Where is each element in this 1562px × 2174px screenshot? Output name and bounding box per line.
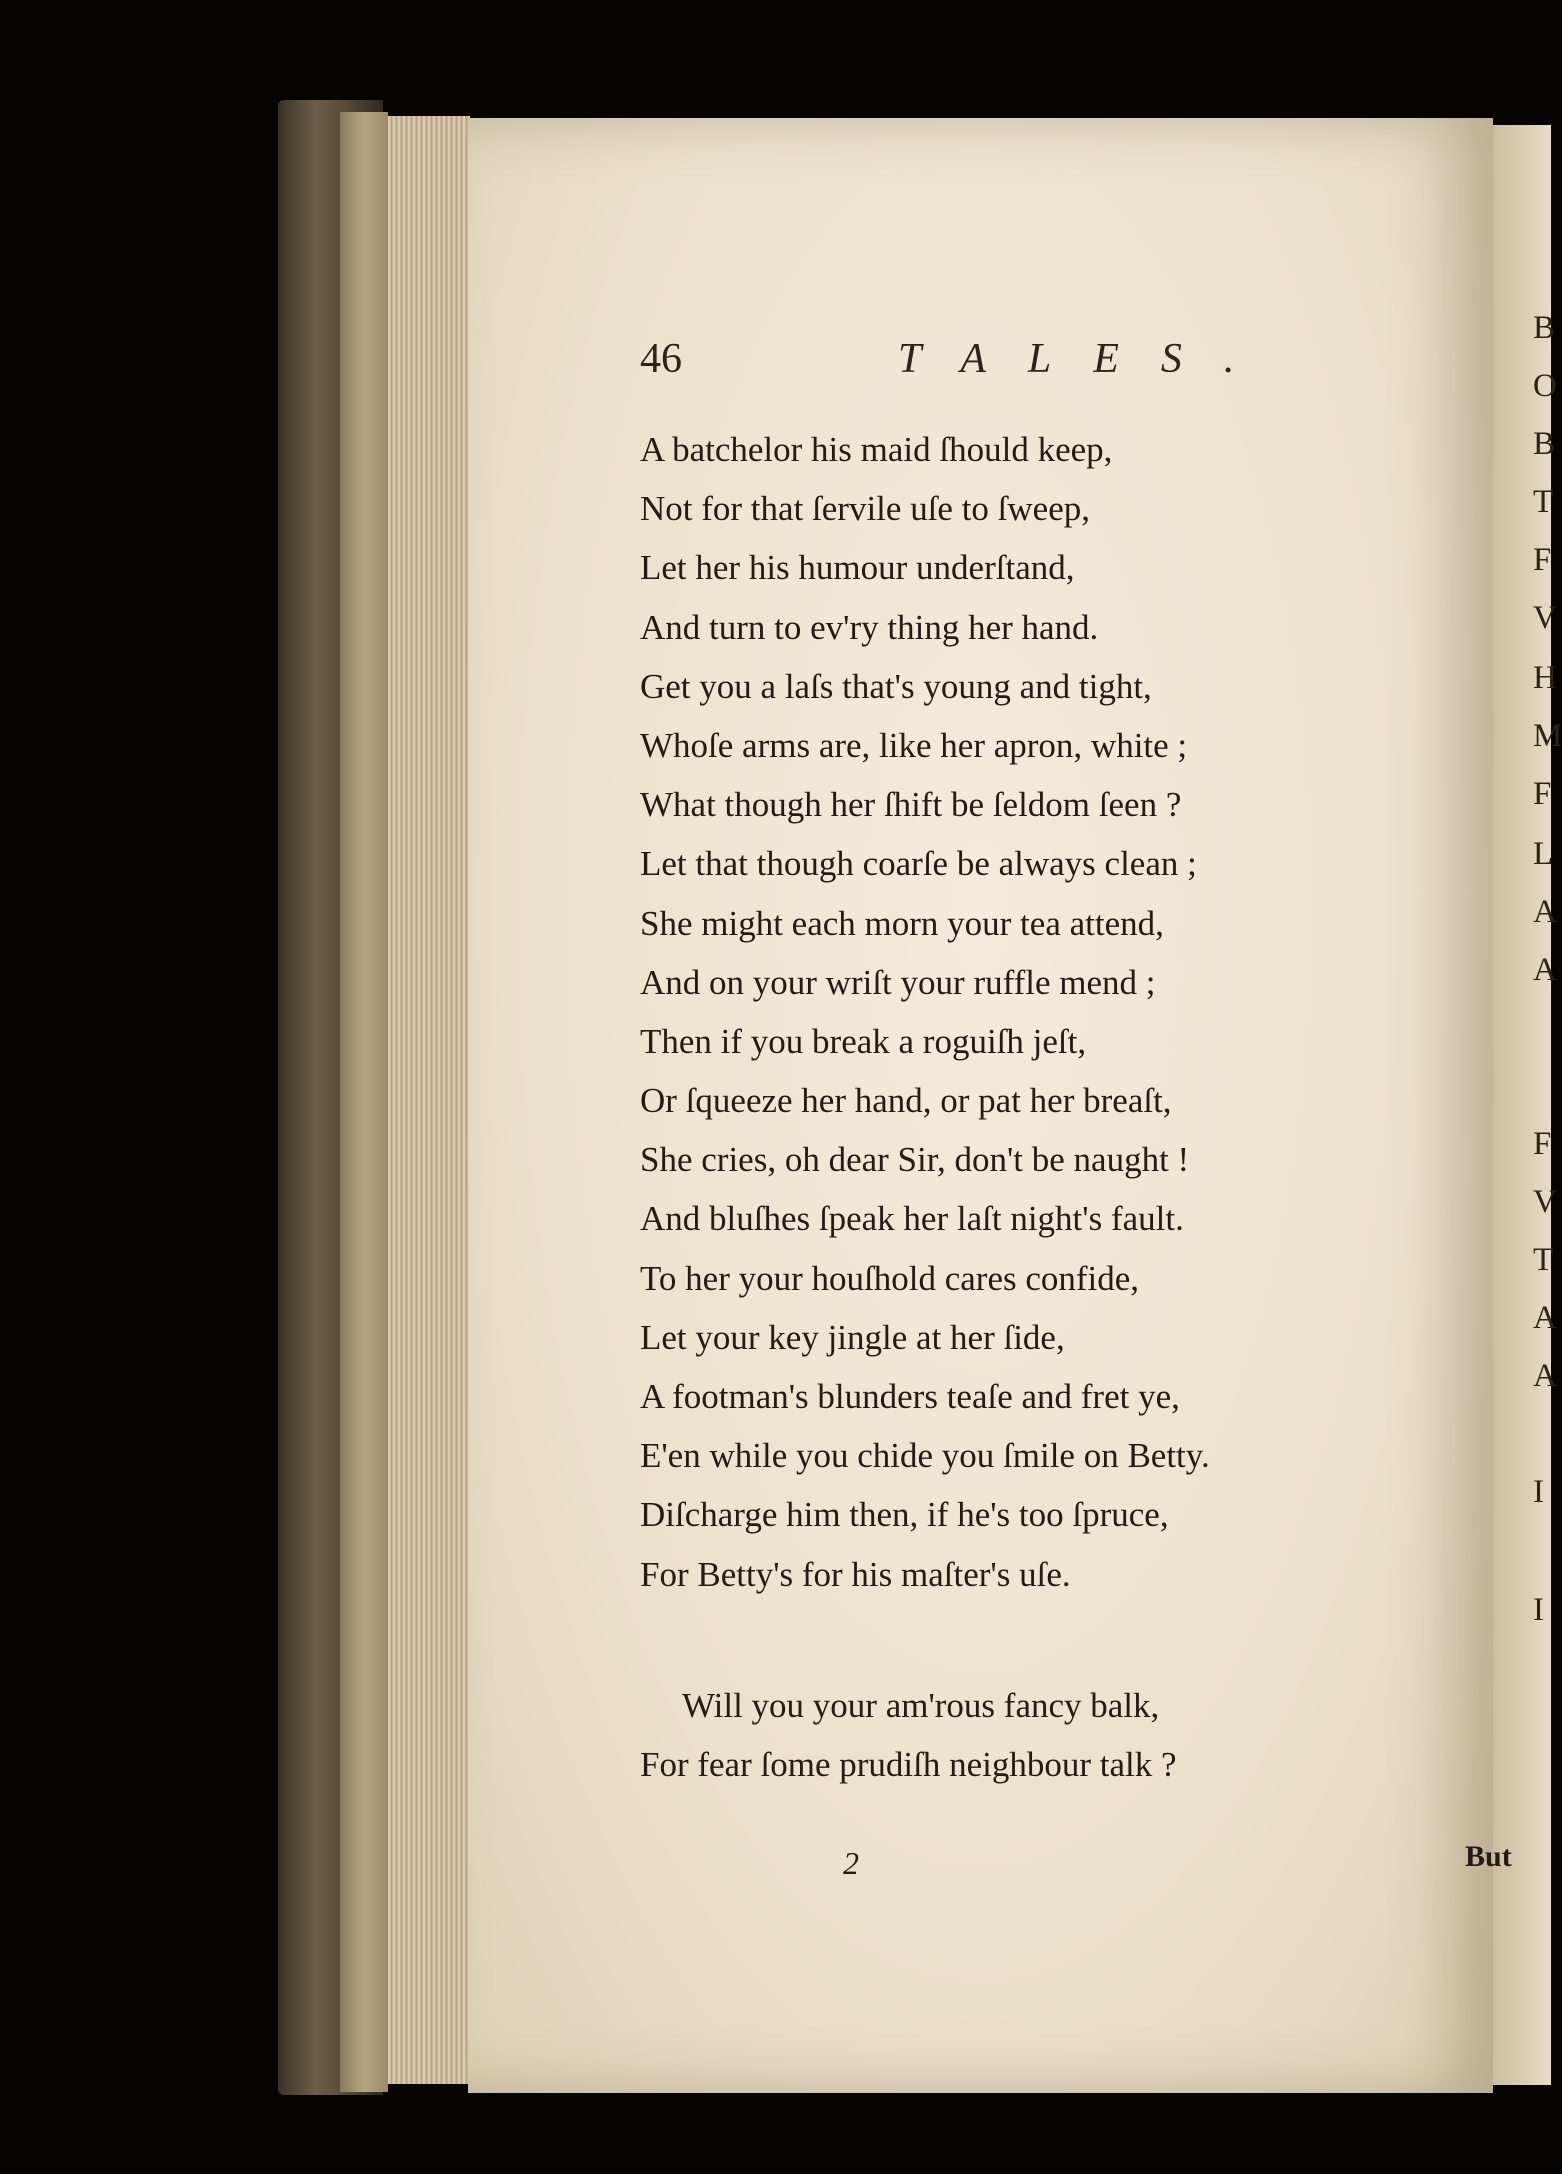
verse-line: Or ſqueeze her hand, or pat her breaſt, bbox=[640, 1081, 1172, 1121]
verse-line: A batchelor his maid ſhould keep, bbox=[640, 430, 1113, 469]
verse-line: What though her ſhift be ſeldom ſeen ? bbox=[640, 785, 1182, 825]
facing-page-letter: A bbox=[1533, 952, 1557, 988]
facing-page-letter: A bbox=[1533, 1300, 1557, 1336]
verse-text bbox=[640, 420, 1300, 1794]
verse-line: And bluſhes ſpeak her laſt night's fault. bbox=[640, 1199, 1184, 1239]
facing-page-letter: B bbox=[1533, 426, 1556, 462]
facing-page-letter: O bbox=[1533, 368, 1557, 404]
facing-page-letter: V bbox=[1533, 1184, 1557, 1220]
verse-line: She cries, oh dear Sir, don't be naught ! bbox=[640, 1140, 1190, 1180]
verse-line: Let her his humour underſtand, bbox=[640, 548, 1075, 588]
stanza-gap bbox=[640, 1604, 1300, 1676]
facing-page-letter: H bbox=[1533, 660, 1557, 696]
facing-page-letter: A bbox=[1533, 1358, 1557, 1394]
facing-page-letter: T bbox=[1533, 1242, 1554, 1278]
catchword: But bbox=[1465, 1840, 1512, 1873]
verse-line: She might each morn your tea attend, bbox=[640, 903, 1164, 943]
stanza-2 bbox=[640, 1676, 1300, 1794]
verse-line: To her your houſhold cares confide, bbox=[640, 1258, 1140, 1298]
verse-line: And turn to ev'ry thing her hand. bbox=[640, 607, 1099, 647]
facing-page-letter: I bbox=[1533, 1592, 1544, 1628]
signature-mark: 2 bbox=[843, 1845, 859, 1881]
verse-line: Diſcharge him then, if he's too ſpruce, bbox=[640, 1495, 1169, 1535]
facing-page-letter: T bbox=[1533, 484, 1554, 520]
verse-line: E'en while you chide you ſmile on Betty. bbox=[640, 1436, 1210, 1476]
stanza-1 bbox=[640, 420, 1300, 1604]
facing-page-letter: L bbox=[1533, 836, 1554, 872]
verse-line: Whoſe arms are, like her apron, white ; bbox=[640, 725, 1188, 765]
verse-line: Let that though coarſe be always clean ; bbox=[640, 844, 1197, 884]
verse-line: Let your key jingle at her ſide, bbox=[640, 1317, 1065, 1357]
running-title: TALES. bbox=[898, 336, 1277, 382]
verse-line: A footman's blunders teaſe and fret ye, bbox=[640, 1377, 1180, 1416]
facing-page-letter: V bbox=[1533, 600, 1557, 636]
facing-page-letter: F bbox=[1533, 776, 1552, 812]
page-number: 46 bbox=[640, 336, 682, 382]
facing-page-letter: B bbox=[1533, 310, 1556, 346]
facing-page-letter: I bbox=[1533, 1474, 1544, 1510]
adjacent-page bbox=[1493, 125, 1562, 2085]
facing-page-letter: M bbox=[1533, 718, 1562, 754]
page-edges bbox=[388, 116, 470, 2084]
facing-page-letter: A bbox=[1533, 894, 1557, 930]
verse-line: Will you your am'rous fancy balk, bbox=[682, 1685, 1160, 1725]
cover-edge bbox=[340, 112, 388, 2092]
verse-line: Get you a laſs that's young and tight, bbox=[640, 666, 1152, 706]
page-header bbox=[640, 335, 1280, 395]
verse-line: For Betty's for his maſter's uſe. bbox=[640, 1554, 1071, 1594]
verse-line: And on your wriſt your ruffle mend ; bbox=[640, 962, 1156, 1002]
verse-line: For fear ſome prudiſh neighbour talk ? bbox=[640, 1744, 1177, 1784]
facing-page-letter: F bbox=[1533, 542, 1552, 578]
facing-page-letter: F bbox=[1533, 1126, 1552, 1162]
verse-line: Then if you break a roguiſh jeſt, bbox=[640, 1021, 1087, 1061]
verse-line: Not for that ſervile uſe to ſweep, bbox=[640, 489, 1090, 529]
